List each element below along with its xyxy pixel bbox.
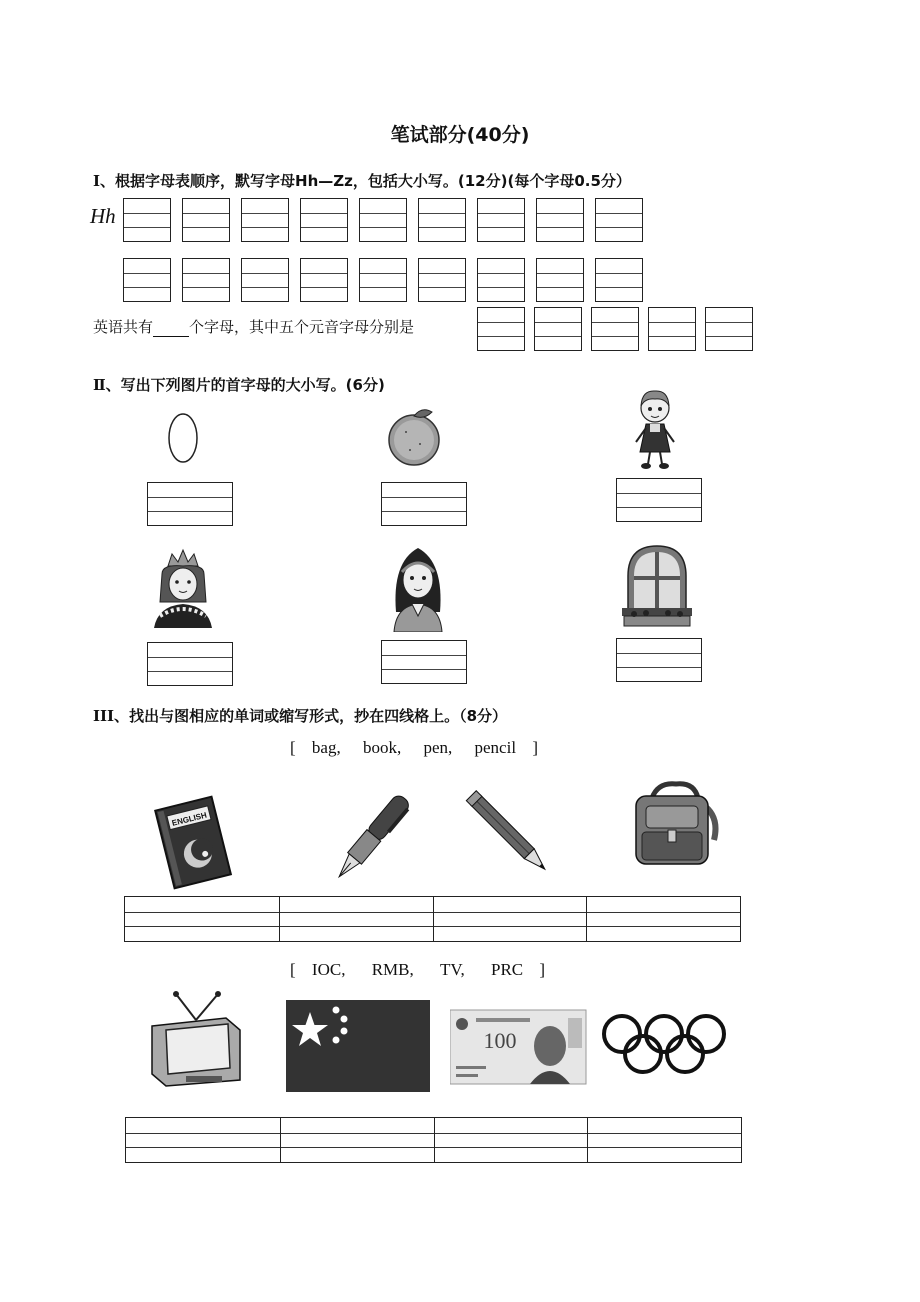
column-divider	[434, 1118, 435, 1162]
window-icon	[622, 542, 692, 628]
vowel-box[interactable]	[705, 307, 753, 351]
word-pen: pen,	[423, 738, 453, 757]
word-bag: bag,	[311, 738, 341, 757]
bracket-open: [	[290, 960, 296, 979]
letter-count-sentence	[93, 316, 414, 337]
letter-box[interactable]	[536, 198, 584, 242]
column-divider	[586, 897, 587, 941]
answer-box[interactable]	[616, 478, 702, 522]
letter-box[interactable]	[595, 258, 643, 302]
letter-box[interactable]	[477, 258, 525, 302]
vowel-box[interactable]	[591, 307, 639, 351]
four-line-grid[interactable]	[125, 1117, 742, 1163]
column-divider	[433, 897, 434, 941]
section-2-instruction: 写出下列图片的首字母的大小写。(6分)	[120, 376, 385, 394]
book-label: ENGLISH	[170, 810, 208, 828]
letter-box[interactable]	[595, 198, 643, 242]
section-3-instruction: 找出与图相应的单词或缩写形式，抄在四线格上。（8分）	[129, 707, 508, 725]
television-icon	[146, 990, 246, 1090]
bracket-close: ]	[539, 960, 546, 979]
china-flag-icon	[286, 1000, 430, 1092]
four-line-grid[interactable]	[124, 896, 741, 942]
section-1-heading	[93, 170, 631, 191]
section-2-number: Ⅱ、	[93, 376, 121, 394]
letter-box[interactable]	[300, 198, 348, 242]
section-1-instruction: 根据字母表顺序，默写字母Hh—Zz，包括大小写。(12分)(每个字母0.5分）	[115, 172, 631, 190]
letter-box[interactable]	[359, 198, 407, 242]
orange-icon	[384, 404, 448, 468]
woman-icon	[388, 542, 448, 632]
olympic-rings-icon	[600, 1012, 728, 1078]
count-prefix: 英语共有	[93, 318, 154, 336]
girl-icon	[630, 386, 680, 472]
letter-box[interactable]	[418, 198, 466, 242]
column-divider	[587, 1118, 588, 1162]
page-title: 笔试部分(40分)	[390, 124, 530, 146]
answer-box[interactable]	[147, 642, 233, 686]
answer-box[interactable]	[381, 640, 467, 684]
word-prc: PRC	[490, 960, 524, 979]
letter-box[interactable]	[241, 258, 289, 302]
word-book: book,	[362, 738, 402, 757]
section-2-heading	[93, 374, 385, 395]
vowel-box[interactable]	[534, 307, 582, 351]
count-suffix: 个字母，其中五个元音字母分别是	[189, 318, 415, 336]
section-1-number: Ⅰ、	[93, 172, 116, 190]
section-3-heading	[93, 705, 507, 726]
example-letter: Hh	[90, 204, 116, 228]
fountain-pen-icon	[325, 788, 415, 892]
word-bank-1	[290, 738, 538, 758]
bracket-close: ]	[532, 738, 538, 757]
word-ioc: IOC,	[311, 960, 346, 979]
letter-box[interactable]	[477, 198, 525, 242]
english-book-icon	[150, 794, 240, 890]
queen-icon	[150, 546, 216, 630]
letter-box[interactable]	[182, 198, 230, 242]
letter-box[interactable]	[123, 258, 171, 302]
pencil-icon	[465, 790, 561, 882]
word-tv: TV,	[440, 960, 465, 979]
vowel-box[interactable]	[648, 307, 696, 351]
bracket-open: [	[290, 738, 296, 757]
word-bank-2	[290, 960, 545, 980]
vowel-box[interactable]	[477, 307, 525, 351]
letter-box[interactable]	[300, 258, 348, 302]
section-3-number: III、	[93, 707, 130, 725]
rmb-banknote-icon	[450, 1008, 590, 1088]
letter-box[interactable]	[359, 258, 407, 302]
schoolbag-icon	[628, 780, 722, 870]
letter-count-blank[interactable]	[153, 322, 189, 337]
word-rmb: RMB,	[371, 960, 414, 979]
letter-box[interactable]	[536, 258, 584, 302]
word-pencil: pencil	[474, 738, 517, 757]
letter-box[interactable]	[182, 258, 230, 302]
letter-box[interactable]	[241, 198, 289, 242]
letter-box[interactable]	[418, 258, 466, 302]
column-divider	[280, 1118, 281, 1162]
column-divider	[279, 897, 280, 941]
answer-box[interactable]	[147, 482, 233, 526]
answer-box[interactable]	[616, 638, 702, 682]
letter-box[interactable]	[123, 198, 171, 242]
egg-icon	[160, 410, 206, 466]
answer-box[interactable]	[381, 482, 467, 526]
banknote-value: 100	[483, 1028, 517, 1053]
